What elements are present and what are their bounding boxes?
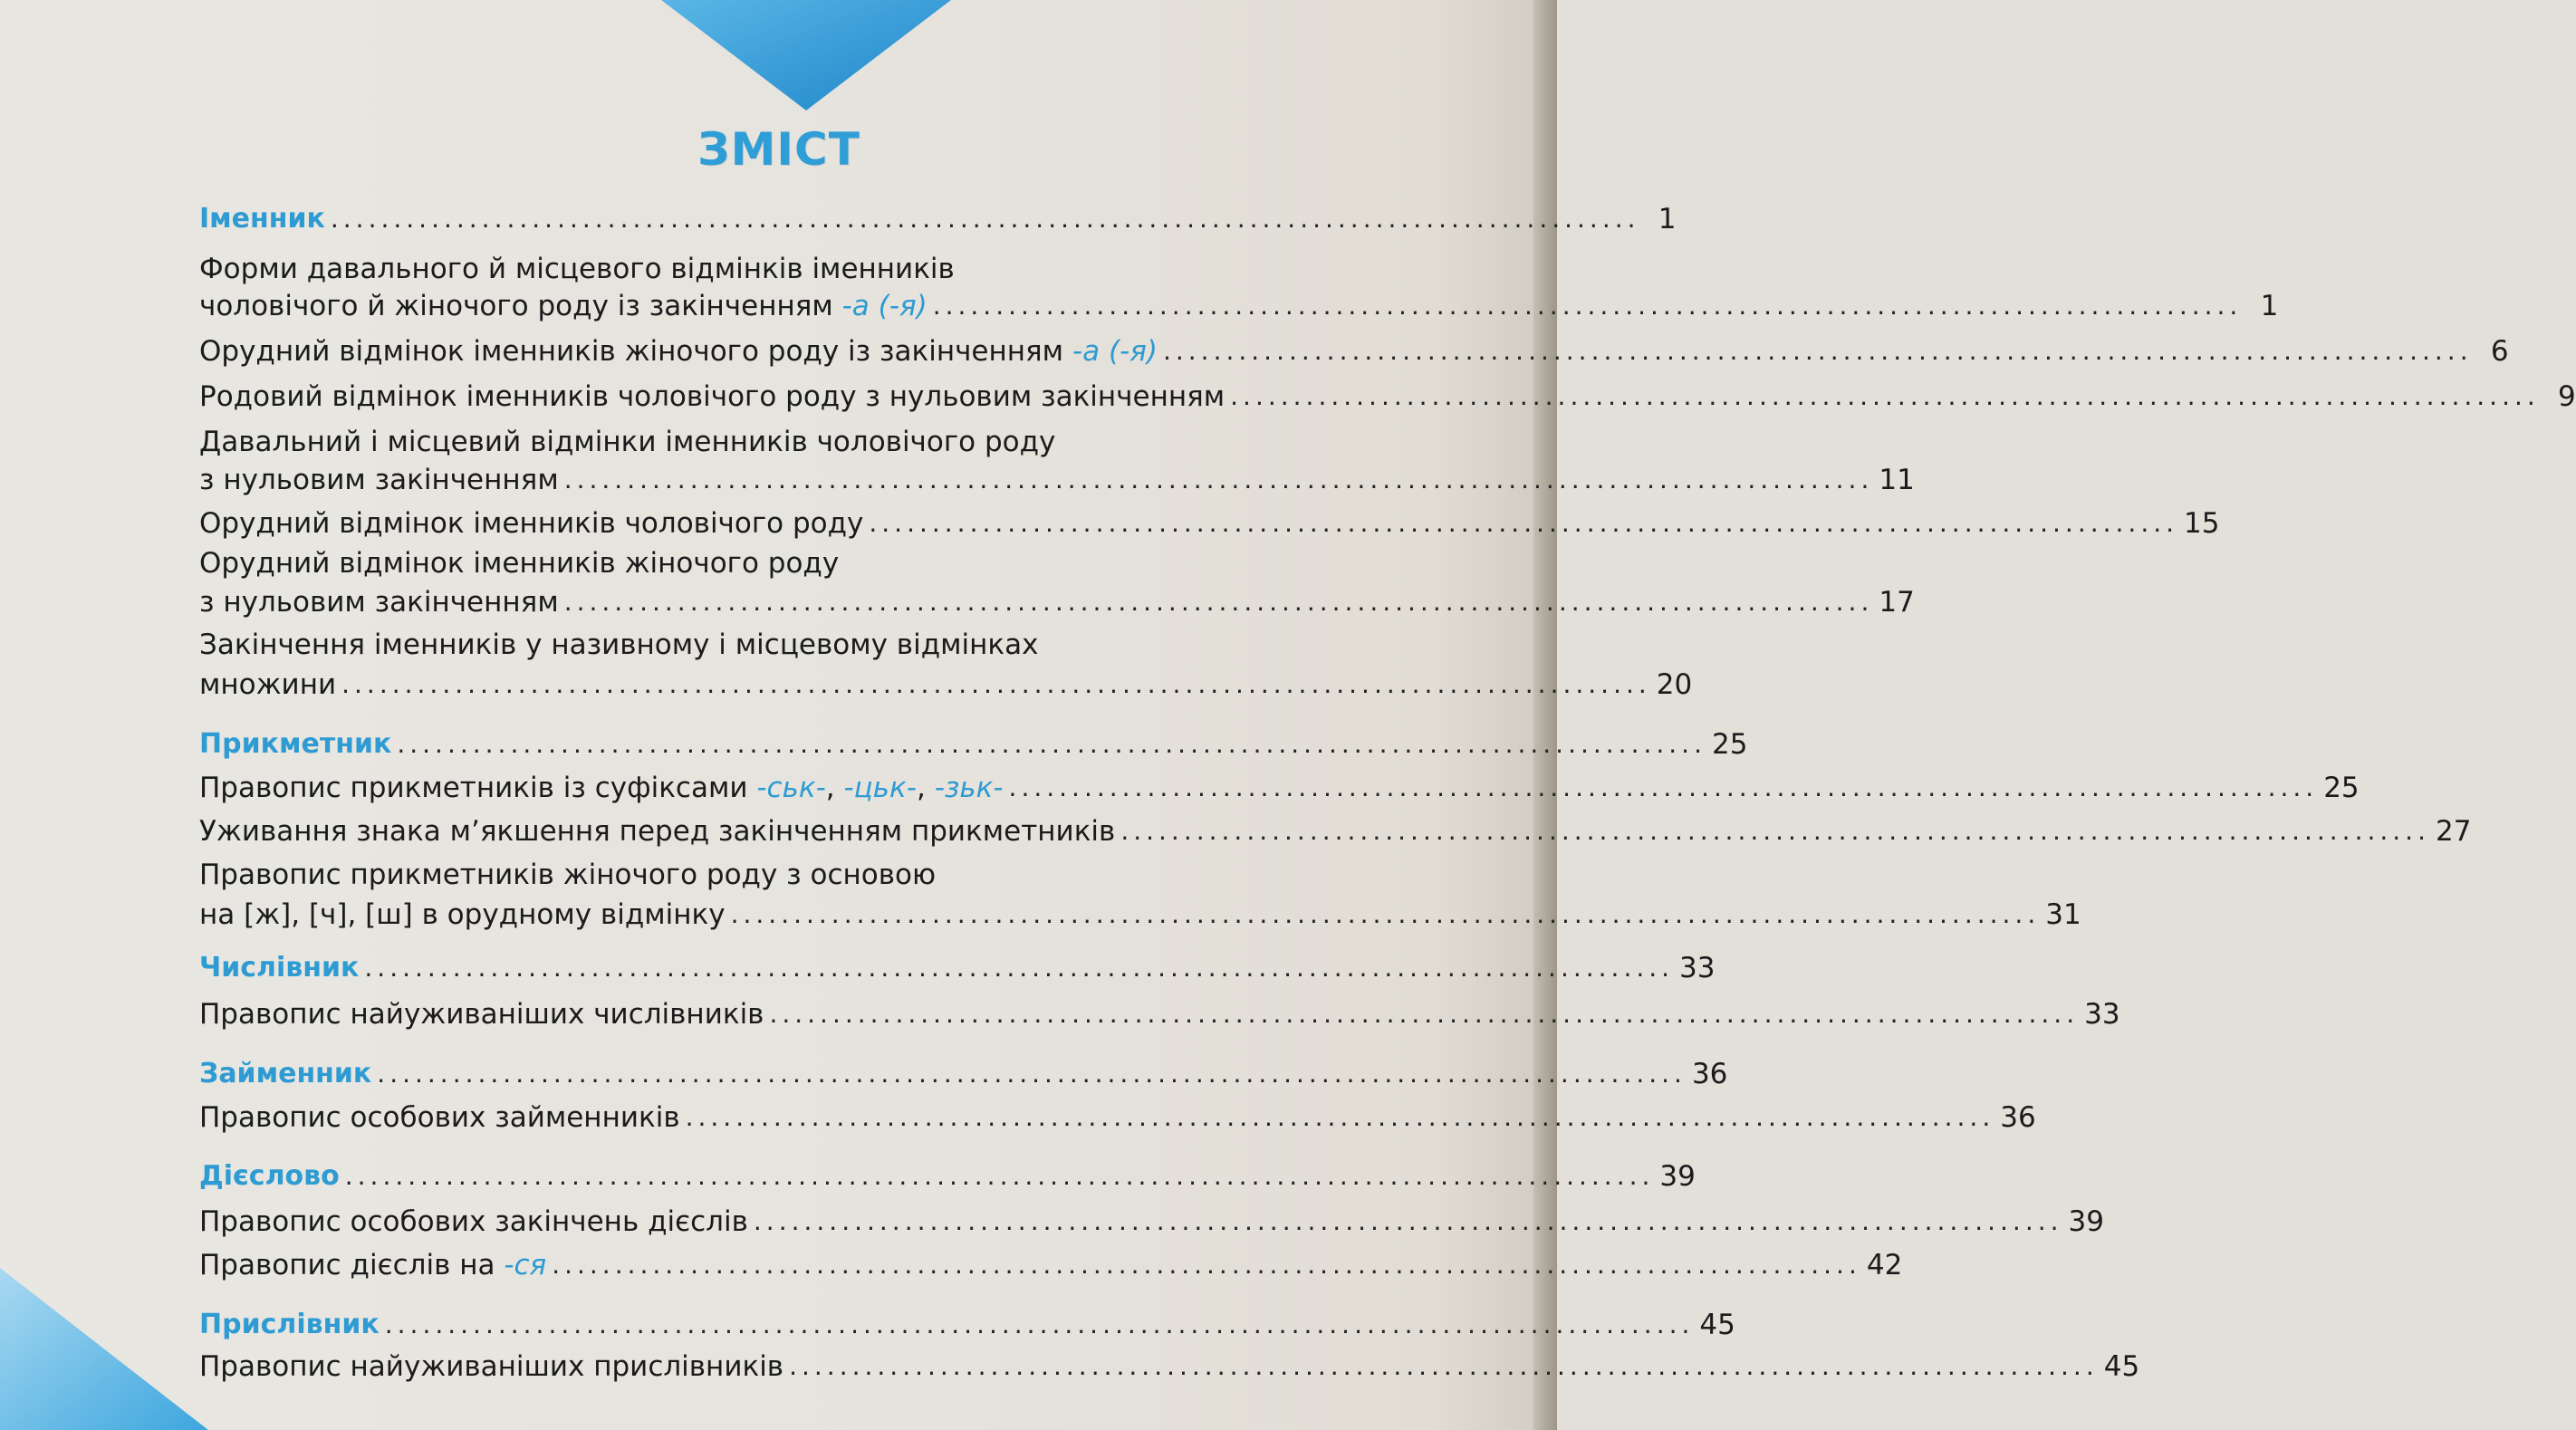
page-number: 25 [1711, 728, 1748, 761]
dot-leader: ........................................................................................................ [397, 729, 1706, 759]
entry-text: множини [199, 668, 337, 701]
page-number: 9 [2558, 380, 2576, 413]
entry-text: з нульовим закінченням [199, 464, 559, 496]
dot-leader: ........................................................................................................ [552, 1250, 1861, 1280]
toc-entry[interactable] [199, 1202, 2104, 1242]
page-number: 20 [1656, 668, 1693, 701]
toc-section-numeral[interactable] [199, 948, 1716, 988]
toc-section-verb[interactable] [199, 1156, 1696, 1196]
toc-entry-line[interactable] [199, 422, 1438, 462]
page-number: 6 [2490, 335, 2509, 368]
dot-leader: ........................................................................................................ [1120, 816, 2430, 846]
toc-entry-line[interactable] [199, 543, 1438, 583]
page-number: 1 [1658, 203, 1677, 235]
ending-highlight: -а (-я) [841, 290, 928, 322]
dot-leader: ........................................................................................................ [769, 999, 2080, 1029]
suffix-highlight: -ськ- [756, 772, 826, 804]
toc-entry[interactable] [199, 286, 2279, 326]
page-number: 39 [2068, 1205, 2104, 1238]
page-number: 36 [1691, 1058, 1728, 1090]
dot-leader: ........................................................................................................ [364, 953, 1675, 983]
page-number: 45 [2103, 1350, 2140, 1383]
toc-entry[interactable] [199, 1347, 2140, 1387]
dot-leader: ........................................................................................................ [1162, 336, 2473, 366]
toc-entry[interactable] [199, 504, 2220, 543]
entry-text: Закінчення іменників у називному і місцевому відмінках [199, 629, 1039, 661]
page-number: 27 [2435, 815, 2472, 848]
toc-section-pronoun[interactable] [199, 1054, 1728, 1094]
dot-leader: ........................................................................................................ [563, 465, 1874, 494]
entry-text: Уживання знака м’якшення перед закінченням прикметників [199, 815, 1116, 848]
toc-entry[interactable] [199, 460, 1915, 500]
table-of-contents [199, 0, 2576, 1430]
toc-entry[interactable] [199, 811, 2472, 851]
dot-leader: ........................................................................................................ [1008, 773, 2319, 802]
entry-text: з нульовим закінченням [199, 586, 559, 619]
page-number: 45 [1699, 1309, 1735, 1341]
toc-section-adverb[interactable] [199, 1305, 1735, 1345]
toc-entry-line[interactable] [199, 249, 1438, 289]
entry-text: Орудний відмінок іменників чоловічого роду [199, 507, 864, 540]
page-number: 36 [2000, 1101, 2036, 1134]
suffix-highlight: -цьк- [843, 772, 917, 804]
dot-leader: ........................................................................................................ [563, 587, 1874, 617]
toc-entry[interactable] [199, 994, 2120, 1034]
dot-leader: ........................................................................................................ [341, 669, 1651, 699]
entry-text: Правопис особових займенників [199, 1101, 680, 1134]
page-number: 17 [1879, 586, 1915, 619]
toc-entry[interactable] [199, 582, 1915, 622]
dot-leader: ........................................................................................................ [377, 1059, 1687, 1089]
toc-entry[interactable] [199, 768, 2360, 808]
entry-text: Орудний відмінок іменників жіночого роду із закінченням -а (-я) [199, 335, 1158, 368]
toc-entry[interactable] [199, 1245, 1903, 1285]
dot-leader: ........................................................................................................ [330, 204, 1640, 234]
dot-leader: ........................................................................................................ [753, 1206, 2063, 1236]
section-title: Іменник [199, 203, 325, 235]
page-number: 33 [1679, 952, 1716, 984]
page-number: 31 [2045, 898, 2081, 931]
entry-text: на [ж], [ч], [ш] в орудному відмінку [199, 898, 726, 931]
page-number: 33 [2084, 998, 2120, 1031]
dot-leader: ........................................................................................................ [932, 291, 2243, 321]
toc-entry[interactable] [199, 331, 2509, 371]
section-title: Дієслово [199, 1160, 340, 1192]
page-number: 1 [2260, 290, 2279, 322]
toc-entry[interactable] [199, 377, 2576, 417]
page-number: 39 [1659, 1160, 1696, 1193]
section-title: Прикметник [199, 728, 392, 760]
section-title: Прислівник [199, 1309, 380, 1340]
suffix-highlight: -зьк- [934, 772, 1004, 804]
dot-leader: ........................................................................................................ [1230, 381, 2540, 411]
entry-text: Правопис прикметників із суфіксами -ськ-, -цьк-, -зьк- [199, 772, 1004, 804]
page-title: ЗМІСТ [697, 123, 860, 176]
toc-entry[interactable] [199, 665, 1693, 705]
entry-text: Родовий відмінок іменників чоловічого роду з нульовим закінченням [199, 380, 1226, 413]
entry-text: Давальний і місцевий відмінки іменників чоловічого роду [199, 426, 1056, 458]
dot-leader: ........................................................................................................ [384, 1310, 1695, 1339]
decorative-triangle-corner [0, 1268, 208, 1430]
dot-leader: ........................................................................................................ [789, 1351, 2099, 1381]
page-number: 25 [2323, 772, 2360, 804]
toc-entry-line[interactable] [199, 625, 1438, 665]
page-number: 11 [1879, 464, 1915, 496]
section-title: Числівник [199, 952, 360, 984]
page-number: 42 [1866, 1249, 1903, 1281]
toc-entry[interactable] [199, 895, 2081, 935]
entry-text: чоловічого й жіночого роду із закінченням -а (-я) [199, 290, 928, 322]
entry-text: Правопис найуживаніших числівників [199, 998, 764, 1031]
entry-text: Орудний відмінок іменників жіночого роду [199, 547, 840, 580]
dot-leader: ........................................................................................................ [730, 899, 2041, 929]
toc-entry-line[interactable] [199, 855, 1438, 895]
entry-text: Правопис дієслів на -ся [199, 1249, 547, 1281]
entry-text: Форми давального й місцевого відмінків іменників [199, 253, 955, 285]
ending-highlight: -а (-я) [1072, 335, 1158, 368]
entry-text: Правопис прикметників жіночого роду з основою [199, 859, 937, 891]
section-title: Займенник [199, 1058, 372, 1089]
toc-section-adjective[interactable] [199, 725, 1748, 764]
ending-highlight: -ся [504, 1249, 547, 1281]
entry-text: Правопис особових закінчень дієслів [199, 1205, 748, 1238]
dot-leader: ........................................................................................................ [869, 508, 2179, 538]
dot-leader: ........................................................................................................ [685, 1102, 1995, 1132]
entry-text: Правопис найуживаніших прислівників [199, 1350, 784, 1383]
dot-leader: ........................................................................................................ [344, 1161, 1655, 1191]
toc-entry[interactable] [199, 1098, 2036, 1137]
toc-section-noun[interactable] [199, 199, 1677, 239]
page-number: 15 [2184, 507, 2220, 540]
